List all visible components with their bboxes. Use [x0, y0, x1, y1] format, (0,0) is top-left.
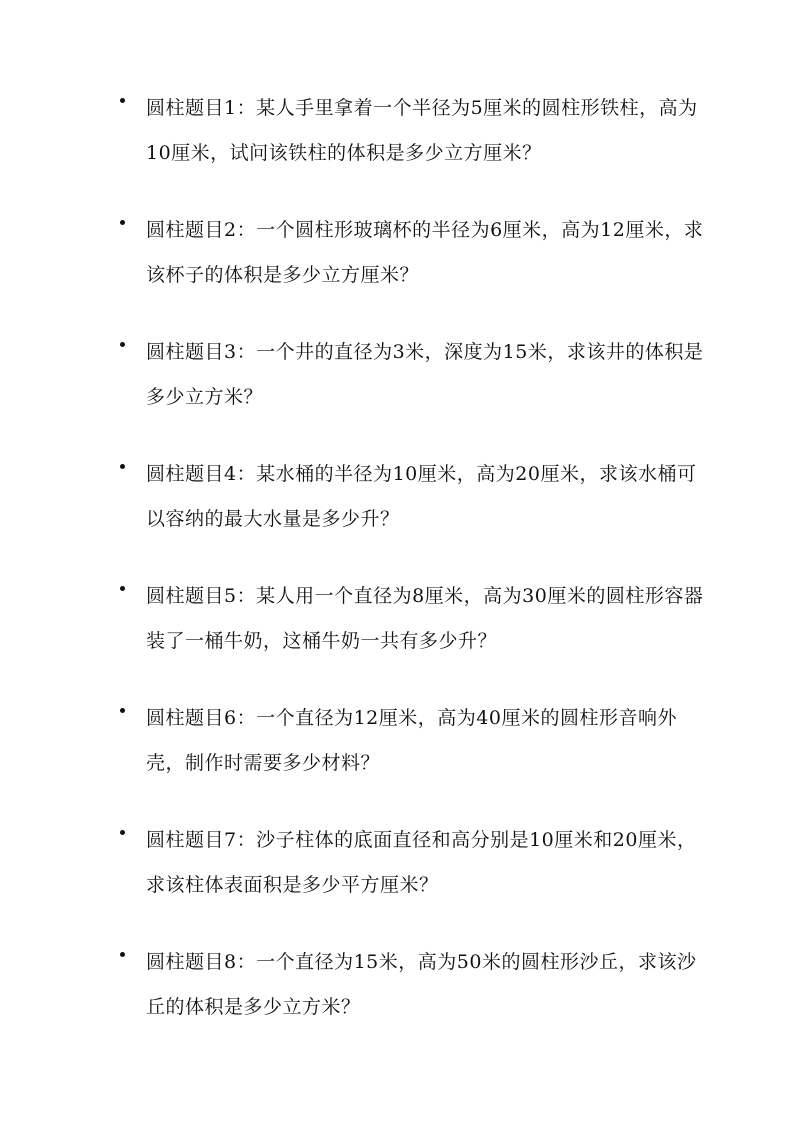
list-item-problem-3 [0, 330, 706, 420]
list-item-problem-6 [0, 696, 706, 786]
problem-text: 圆柱题目6：一个直径为12厘米，高为40厘米的圆柱形音响外壳，制作时需要多少材料？ [146, 707, 677, 774]
bullet-icon [120, 464, 125, 469]
problem-text: 圆柱题目8：一个直径为15米，高为50米的圆柱形沙丘，求该沙丘的体积是多少立方米？ [146, 951, 697, 1018]
problem-text: 圆柱题目2：一个圆柱形玻璃杯的半径为6厘米，高为12厘米，求该杯子的体积是多少立方厘米？ [146, 219, 704, 286]
bullet-icon [120, 708, 125, 713]
problem-text: 圆柱题目7：沙子柱体的底面直径和高分别是10厘米和20厘米，求该柱体表面积是多少平方厘米？ [146, 829, 697, 896]
list-item-problem-2 [0, 208, 706, 298]
bullet-icon [120, 342, 125, 347]
bullet-icon [120, 98, 125, 103]
list-item-problem-1 [0, 86, 706, 176]
problem-text: 圆柱题目4：某水桶的半径为10厘米，高为20厘米，求该水桶可以容纳的最大水量是多少升？ [146, 463, 697, 530]
bullet-icon [120, 220, 125, 225]
problem-text: 圆柱题目3：一个井的直径为3米，深度为15米，求该井的体积是多少立方米？ [146, 341, 704, 408]
list-item-problem-7 [0, 818, 706, 908]
list-item-problem-8 [0, 940, 706, 1030]
problem-text: 圆柱题目1：某人手里拿着一个半径为5厘米的圆柱形铁柱，高为10厘米，试问该铁柱的体积是多少立方厘米？ [146, 97, 698, 164]
list-item-problem-4 [0, 452, 706, 542]
bullet-icon [120, 952, 125, 957]
list-item-problem-5 [0, 574, 706, 664]
bullet-icon [120, 830, 125, 835]
bullet-icon [120, 586, 125, 591]
problem-text: 圆柱题目5：某人用一个直径为8厘米，高为30厘米的圆柱形容器装了一桶牛奶，这桶牛奶一共有多少升？ [146, 585, 704, 652]
problem-list [0, 86, 800, 1030]
